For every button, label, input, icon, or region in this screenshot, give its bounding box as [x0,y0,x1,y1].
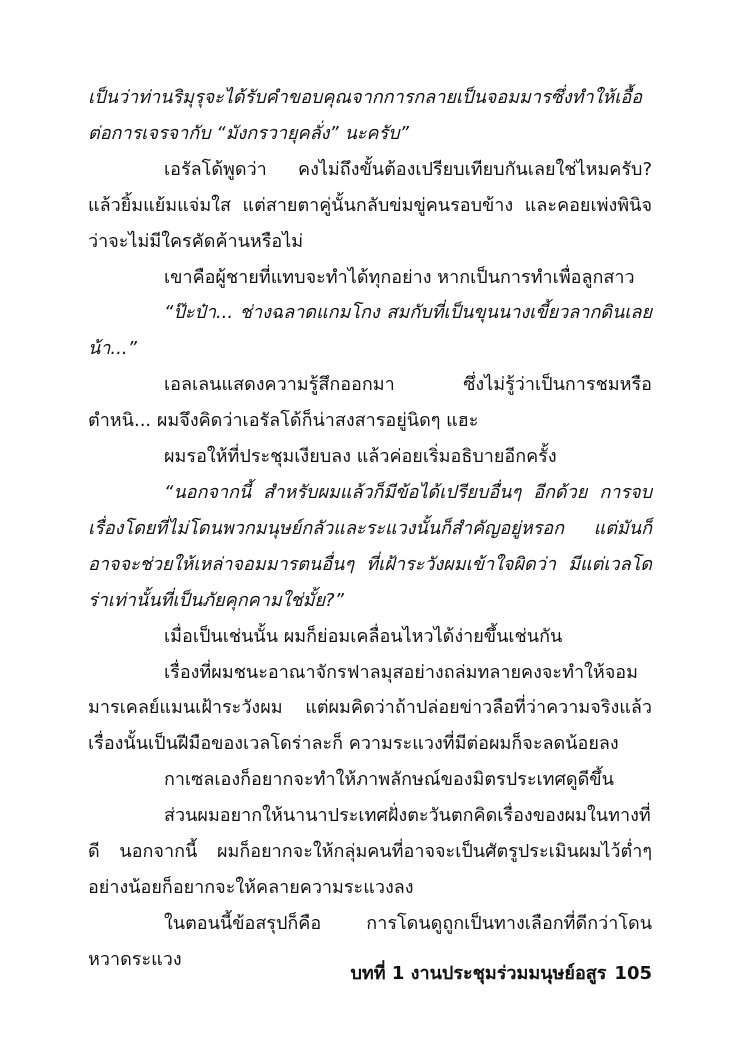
paragraph-8: เมื่อเป็นเช่นนั้น ผมก็ย่อมเคลื่อนไหวได้ง่ายขึ้นเช่นกัน [164,625,563,647]
body-text [88,80,652,978]
page-footer [350,958,652,987]
paragraph-10: กาเซลเองก็อยากจะทำให้ภาพลักษณ์ของมิตรประเทศดูดีขึ้น [164,769,614,791]
paragraph-1: เป็นว่าท่านริมุรุจะได้รับคำขอบคุณจากการกลายเป็นจอมมารซึ่งทำให้เอื้อต่อการเจรจากับ “มังกรวายุคลั่ง” นะครับ” [88,87,643,144]
paragraph-7: “นอกจากนี้ สำหรับผมแล้วก็มีข้อได้เปรียบอื่นๆ อีกด้วย การจบเรื่องโดยที่ไม่โดนพวกมนุษย์กลัวและระแวงนั้นก็สำคัญอยู่หรอก แต่มันก็อาจจะช่วยให้เหล่าจอมมารตนอื่นๆ ที่เฝ้าระวังผมเข้าใจผิดว่า มีแต่เวลโดร่าเท่านั้นที่เป็นภัยคุกคามใช่มั้ย?” [88,481,652,611]
paragraph-4: “ป๊ะป๋า... ช่างฉลาดแกมโกง สมกับที่เป็นขุนนางเขี้ยวลากดินเลยน้า...” [88,302,652,360]
chapter-title: บทที่ 1 งานประชุมร่วมมนุษย์อสูร [350,963,607,984]
page-number: 105 [614,963,652,984]
paragraph-2: เอรัลโด้พูดว่า คงไม่ถึงขั้นต้องเปรียบเทียบกันเลยใช่ไหมครับ? แล้วยิ้มแย้มแจ่มใส แต่สายตาคู่นั้นกลับข่มขู่คนรอบข้าง และคอยเพ่งพินิจว่าจะไม่มีใครคัดค้านหรือไม่ [88,158,652,252]
paragraph-5: เอลเลนแสดงความรู้สึกออกมา ซึ่งไม่รู้ว่าเป็นการชมหรือตำหนิ... ผมจึงคิดว่าเอรัลโด้ก็น่าสงสารอยู่นิดๆ แฮะ [88,374,652,432]
paragraph-6: ผมรอให้ที่ประชุมเงียบลง แล้วค่อยเริ่มอธิบายอีกครั้ง [164,446,557,468]
paragraph-3: เขาคือผู้ชายที่แทบจะทำได้ทุกอย่าง หากเป็นการทำเพื่อลูกสาว [164,266,635,288]
paragraph-11: ส่วนผมอยากให้นานาประเทศฝั่งตะวันตกคิดเรื่องของผมในทางที่ดี นอกจากนี้ ผมก็อยากจะให้กลุ่มคนที่อาจจะเป็นศัตรูประเมินผมไว้ต่ำๆ อย่างน้อยก็อยากจะให้คลายความระแวงลง [88,805,652,898]
paragraph-12: ในตอนนี้ข้อสรุปก็คือ การโดนดูถูกเป็นทางเลือกที่ดีกว่าโดนหวาดระแวง [88,912,652,970]
paragraph-9: เรื่องที่ผมชนะอาณาจักรฟาลมุสอย่างถล่มทลายคงจะทำให้จอมมารเคลย์แมนเฝ้าระวังผม แต่ผมคิดว่าถ้าปล่อยข่าวลือที่ว่าความจริงแล้วเรื่องนั้นเป็นฝีมือของเวลโดร่าละก็ ความระแวงที่มีต่อผมก็จะลดน้อยลง [88,661,652,755]
